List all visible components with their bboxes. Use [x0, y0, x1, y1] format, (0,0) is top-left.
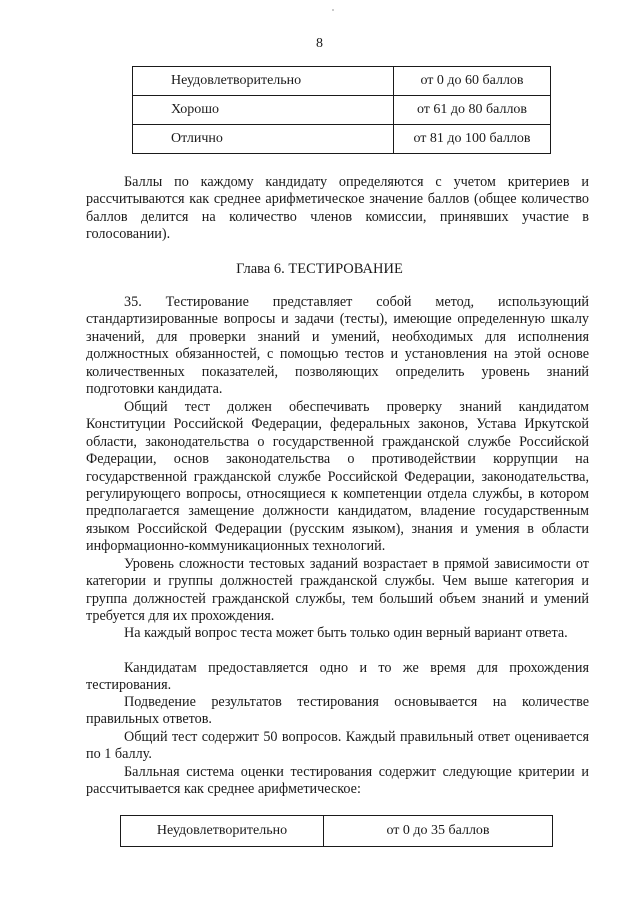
paragraph-fifty-questions: Общий тест содержит 50 вопросов. Каждый правильный ответ оценивается по 1 баллу.	[86, 729, 589, 763]
grade-label: Неудовлетворительно	[121, 816, 324, 847]
paragraph-same-time: Кандидатам предоставляется одно и то же время для прохождения тестирования.	[86, 660, 589, 694]
page-number: 8	[316, 36, 323, 51]
table-row	[133, 125, 551, 154]
paragraph-one-answer: На каждый вопрос теста может быть только один верный вариант ответа.	[124, 625, 568, 641]
table-row	[133, 67, 551, 96]
grade-range: от 81 до 100 баллов	[394, 125, 551, 154]
grade-range: от 0 до 35 баллов	[324, 816, 553, 847]
table-row	[121, 816, 553, 847]
paragraph-scores: Баллы по каждому кандидату определяются с учетом критериев и рассчитываются как среднее арифметическое значение баллов (общее количество баллов делится на количество членов комиссии, принявших участие в голосовании).	[86, 174, 589, 243]
paragraph-results: Подведение результатов тестирования основывается на количестве правильных ответов.	[86, 694, 589, 728]
chapter-title: Глава 6. ТЕСТИРОВАНИЕ	[236, 261, 403, 277]
grade-range: от 0 до 60 баллов	[394, 67, 551, 96]
grade-label: Отлично	[133, 125, 394, 154]
paragraph-scoring-system: Балльная система оценки тестирования содержит следующие критерии и рассчитывается как среднее арифметическое:	[86, 764, 589, 798]
grade-table-bottom	[120, 815, 553, 847]
grade-label: Неудовлетворительно	[133, 67, 394, 96]
scan-speck	[332, 9, 334, 11]
paragraph-general-test: Общий тест должен обеспечивать проверку знаний кандидатом Конституции Российской Федерации, федеральных законов, Устава Иркутской области, законодательства о государственной гражданской службе Российской Федерации, основ законодательства о противодействии коррупции на государственной гражданской службе Российской Федерации, законодательства, регулирующего вопросы, относящиеся к компетенции отдела службы, в котором предполагается замещение должности кандидатом, владение государственным языком Российской Федерации (русским языком), знания и умения в области информационно-коммуникационных технологий.	[86, 399, 589, 555]
grade-label: Хорошо	[133, 96, 394, 125]
paragraph-35: 35. Тестирование представляет собой метод, использующий стандартизированные вопросы и задачи (тесты), имеющие определенную шкалу значений, для проверки знаний и умений, необходимых для исполнения должностных обязанностей, с помощью тестов и установления на этой основе количественных показателей, позволяющих определить уровень знаний подготовки кандидата.	[86, 294, 589, 398]
grade-range: от 61 до 80 баллов	[394, 96, 551, 125]
grade-table-top	[132, 66, 551, 154]
table-row	[133, 96, 551, 125]
paragraph-difficulty: Уровень сложности тестовых заданий возрастает в прямой зависимости от категории и группы должностей гражданской службы. Чем выше категория и группа должностей гражданской службы, тем больший объем знаний и умений требуется для их прохождения.	[86, 556, 589, 625]
